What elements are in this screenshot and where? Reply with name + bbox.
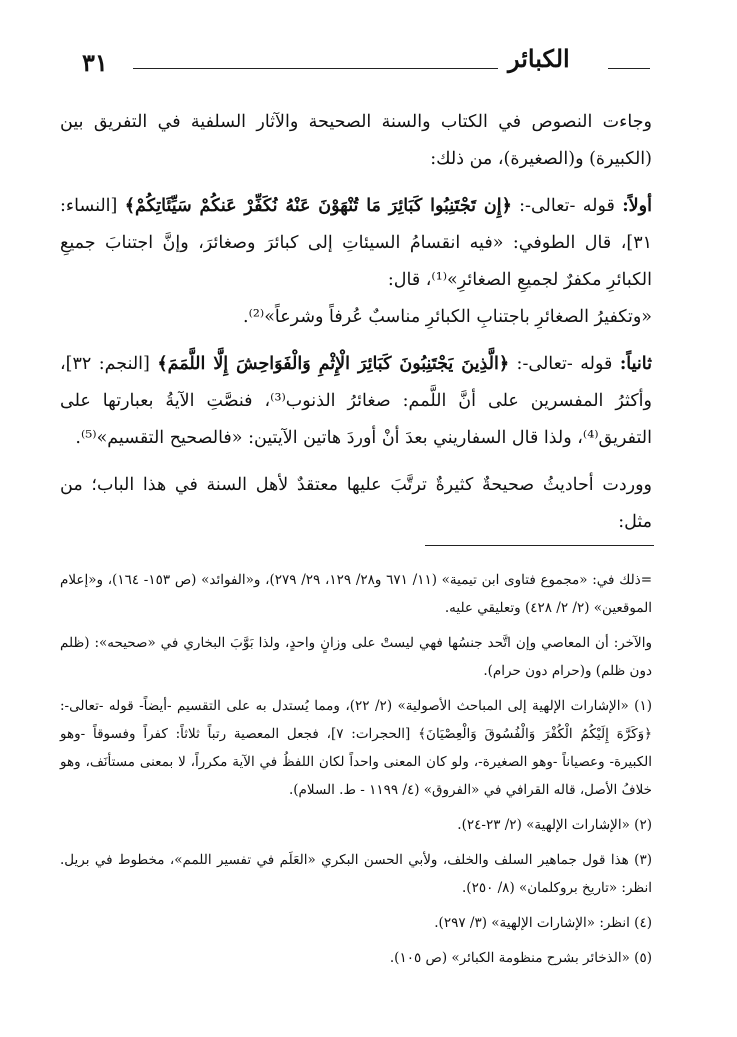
first-lead: قوله -تعالى-:	[519, 196, 615, 216]
page-number: ٣١	[82, 48, 108, 77]
first-label: أولاً:	[622, 196, 652, 216]
footnote-3: (٣) هذا قول جماهير السلف والخلف، ولأبي الحسن البكري «العَلَم في تفسير اللمم»، مخطوط في بريل. انظر: «تاريخ بروكلمان» (٨/ ٢٥٠).	[60, 852, 652, 896]
footnote-continuation-2: والآخر: أن المعاصي وإن اتَّحد جنسُها فهي ليستْ على وزانٍ واحدٍ، ولذا بَوَّبَ البخاري في «صحيحه»: (ظلم دون ظلم) و(حرام دون حرام).	[60, 635, 652, 679]
second-evidence	[60, 346, 652, 457]
first-verse: ﴿إِن تَجْتَنِبُوا كَبَائِرَ مَا تُنْهَوْنَ عَنْهُ نُكَفِّرْ عَنكُمْ سَيِّئَاتِكُمْ﴾	[124, 196, 512, 216]
intro-paragraph: وجاءت النصوص في الكتاب والسنة الصحيحة والآثار السلفية في التفريق بين (الكبيرة) و(الصغيرة)، من ذلك:	[60, 112, 652, 169]
header-rule-short	[608, 68, 650, 69]
main-text	[60, 104, 652, 541]
second-body: [النجم: ٣٢]، وأكثرُ المفسرين على أنَّ اللَّمم: صغائرُ الذنوب⁽³⁾، فنصَّتِ الآيةُ بعبارتها على التفريق⁽⁴⁾، ولذا قال السفاريني بعدَ أنْ أوردَ هاتين الآيتين: «فالصحيح التقسيم»⁽⁵⁾.	[60, 354, 652, 448]
header-rule	[133, 68, 498, 69]
footnote-continuation: =ذلك في: «مجموع فتاوى ابن تيمية» (١١/ ٦٧١ و٢٨/ ١٢٩، ٢٩/ ٢٧٩)، و«الفوائد» (ص ١٥٣- ١٦٤)، و«إعلام الموقعين» (٢/ ٢/ ٤٢٨) وتعليقي عليه.	[60, 572, 653, 616]
footnote-separator	[425, 545, 654, 546]
second-lead: قوله -تعالى-:	[516, 354, 613, 374]
first-body: [النساء: ٣١]، قال الطوفي: «فيه انقسامُ السيئاتِ إلى كبائرَ وصغائرَ، وإنَّ اجتنابَ جميعِ الكبائرِ مكفرٌ لجميعِ الصغائرِ»⁽¹⁾، قال:	[60, 196, 652, 290]
closing-paragraph: ووردت أحاديثُ صحيحةٌ كثيرةٌ ترتَّبَ عليها معتقدٌ لأهل السنة في هذا الباب؛ من مثل:	[60, 475, 652, 532]
footnote-4: (٤) انظر: «الإشارات الإلهية» (٣/ ٢٩٧).	[434, 915, 652, 931]
footnote-1: (١) «الإشارات الإلهية إلى المباحث الأصولية» (٢/ ٢٢)، ومما يُستدل به على التقسيم -أيضاً- قوله -تعالى-: ﴿وَكَرَّهَ إِلَيْكُمُ الْكُفْرَ وَالْفُسُوقَ وَالْعِصْيَانَ﴾ [الحجرات: ٧]، فجعل المعصية رتباً ثلاثاً: كفراً وفسوقاً -وهو الكبيرة- وعصياناً -وهو الصغيرة-، ولو كان المعنى واحداً لكان اللفظُ في الآية مكرراً، لا بمعنى مستأنَف، وهو خلافُ الأصل، قاله القرافي في «الفروق» (٤/ ١١٩٩ - ط. السلام).	[60, 698, 653, 798]
second-label: ثانياً:	[619, 354, 652, 374]
first-evidence	[60, 188, 652, 299]
footnote-2: (٢) «الإشارات الإلهية» (٢/ ٢٣-٢٤).	[457, 817, 652, 833]
running-title: الكبائر	[508, 44, 570, 73]
footnotes	[60, 566, 652, 979]
footnote-5: (٥) «الذخائر بشرح منظومة الكبائر» (ص ١٠٥).	[389, 950, 652, 966]
second-verse: ﴿الَّذِينَ يَجْتَنِبُونَ كَبَائِرَ الْإِثْمِ وَالْفَوَاحِشَ إِلَّا اللَّمَمَ﴾	[157, 354, 510, 374]
first-citation: «وتكفيرُ الصغائرِ باجتنابِ الكبائرِ مناسبٌ عُرفاً وشرعاً»⁽²⁾.	[243, 307, 652, 327]
